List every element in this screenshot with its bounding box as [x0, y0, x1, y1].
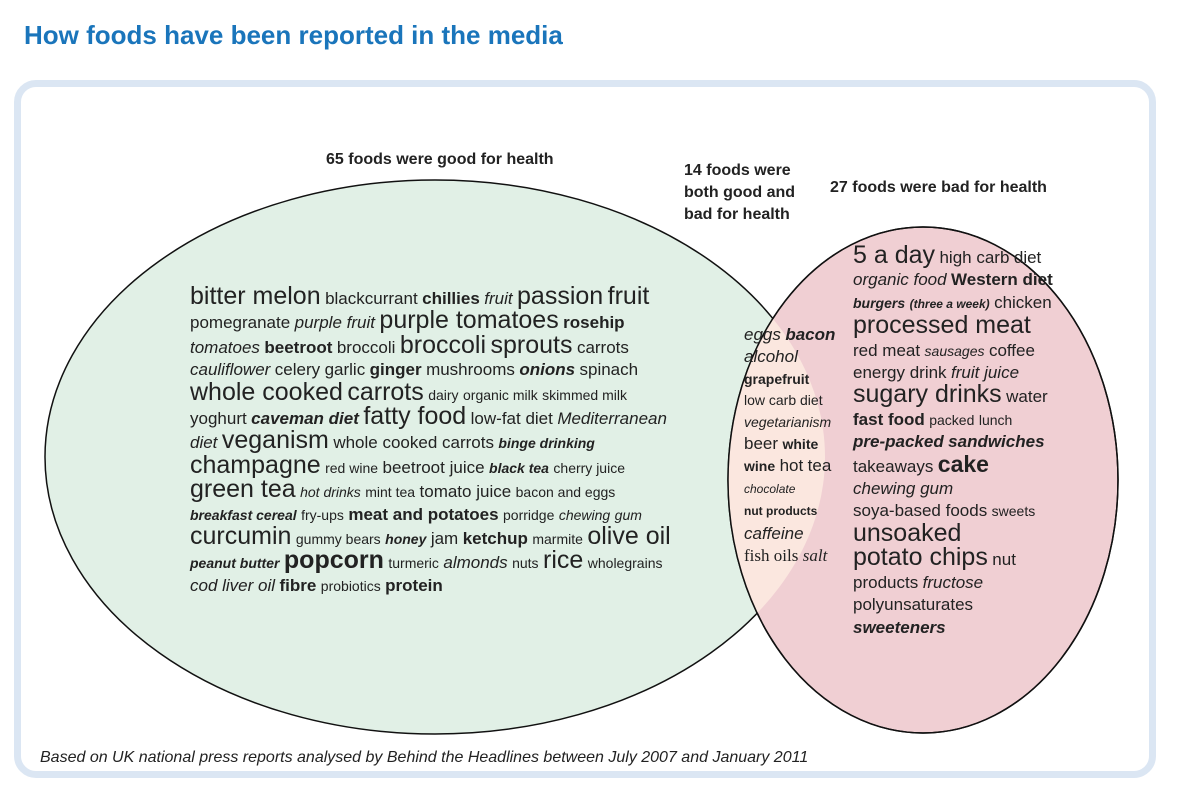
bad-food-word: diet	[1013, 248, 1042, 267]
good-word-cloud	[190, 282, 680, 597]
good-food-word: whole cooked	[190, 377, 343, 406]
good-food-word: dairy	[428, 386, 459, 403]
good-food-word: popcorn	[283, 546, 384, 575]
bad-food-word: sausages	[924, 342, 985, 359]
bad-food-word: burgers	[853, 294, 906, 311]
both-label-line: 14 foods were	[684, 162, 791, 179]
both-food-word: eggs	[744, 325, 781, 344]
bad-food-word: fast food	[853, 409, 925, 429]
good-food-word: yoghurt	[190, 409, 247, 429]
bad-food-word: potato chips	[853, 543, 988, 572]
good-food-word: peanut butter	[190, 555, 280, 572]
bad-food-word: sandwiches	[948, 432, 1045, 452]
bad-food-word: polyunsaturates	[853, 595, 974, 615]
good-food-word: black tea	[489, 459, 549, 476]
good-food-word: organic milk	[463, 386, 538, 403]
bad-food-word: pre-packed	[853, 432, 944, 452]
good-food-word: diet	[190, 433, 218, 453]
good-food-word: almonds	[443, 553, 508, 573]
good-food-word: tomato juice	[419, 482, 512, 502]
good-food-word: carrots	[576, 337, 629, 357]
both-food-word: chocolate	[744, 481, 796, 496]
both-label-line: bad for health	[684, 206, 790, 223]
good-food-word: fatty food	[363, 402, 467, 431]
bad-food-word: (three a week)	[909, 296, 990, 311]
good-food-word: bitter melon	[190, 282, 321, 310]
good-food-word: spinach	[579, 360, 639, 380]
bad-food-word: nut	[992, 550, 1016, 570]
good-food-word: meat and potatoes	[348, 504, 499, 524]
good-food-word: chillies	[422, 289, 480, 308]
good-food-word: onions	[519, 360, 576, 380]
bad-food-word: processed meat	[853, 311, 1031, 340]
good-food-word: purple tomatoes	[379, 306, 559, 335]
good-food-word: nuts	[512, 555, 539, 572]
good-food-word: gummy bears	[295, 531, 381, 548]
both-food-word: low carb diet	[744, 392, 823, 409]
good-food-word: Mediterranean	[557, 409, 667, 429]
good-food-word: jam	[430, 529, 459, 549]
good-food-word: wholegrains	[587, 555, 663, 572]
good-food-word: whole cooked carrots	[333, 433, 494, 453]
good-food-word: marmite	[532, 531, 583, 548]
both-food-word: vegetarianism	[744, 413, 832, 430]
bad-food-word: 5 a day	[853, 241, 936, 269]
good-food-word: beetroot juice	[382, 457, 485, 477]
good-food-word: cherry juice	[553, 459, 625, 476]
good-label: 65 foods were good for health	[326, 151, 554, 168]
good-food-word: mint tea	[365, 484, 416, 501]
good-food-word: blackcurrant	[325, 289, 418, 308]
good-food-word: red wine	[325, 459, 379, 476]
good-food-word: pomegranate	[190, 313, 291, 333]
good-food-word: low-fat diet	[470, 409, 553, 429]
good-food-word: turmeric	[388, 555, 439, 572]
good-food-word: champagne	[190, 450, 321, 479]
good-food-word: fry-ups	[301, 506, 344, 523]
good-food-word: cauliflower	[190, 360, 271, 380]
both-label	[684, 160, 795, 226]
bad-food-word: chicken	[994, 292, 1052, 312]
good-food-word: rosehip	[563, 313, 625, 333]
good-food-word: olive oil	[587, 522, 671, 551]
good-food-word: curcumin	[190, 522, 292, 551]
good-food-word: broccoli	[399, 330, 487, 359]
bad-word-cloud	[853, 241, 1068, 639]
bad-food-word: packed	[929, 411, 975, 428]
bad-food-word: unsoaked	[853, 518, 962, 547]
bad-food-word: high carb	[939, 248, 1010, 267]
bad-food-word: organic food	[853, 270, 947, 290]
good-food-word: cod liver oil	[190, 575, 276, 595]
good-food-word: honey	[385, 531, 427, 548]
bad-food-word: sugary drinks	[853, 380, 1002, 409]
bad-food-word: water	[1006, 387, 1048, 407]
both-food-word: alcohol	[744, 347, 798, 367]
good-food-word: veganism	[221, 426, 329, 455]
good-food-word: garlic	[324, 360, 366, 380]
bad-food-word: soya-based foods	[853, 501, 988, 521]
both-food-word: nut products	[744, 504, 818, 519]
both-food-word: wine	[744, 458, 776, 475]
bad-label: 27 foods were bad for health	[830, 179, 1047, 196]
bad-food-word: chewing gum	[853, 479, 954, 499]
both-label-line: both good and	[684, 184, 796, 201]
bad-food-word: lunch	[978, 411, 1013, 428]
good-food-word: celery	[274, 360, 321, 380]
good-food-word: passion	[517, 282, 604, 310]
both-food-word: white	[782, 436, 819, 453]
good-food-word: broccoli	[336, 337, 396, 357]
both-food-word: grapefruit	[744, 370, 810, 387]
good-food-word: breakfast cereal	[190, 506, 297, 523]
bad-food-word: fruit juice	[951, 363, 1020, 383]
both-food-word: beer	[744, 434, 779, 454]
good-food-word: carrots	[347, 377, 424, 406]
good-food-word: purple fruit	[294, 313, 375, 333]
page-title: How foods have been reported in the media	[24, 20, 563, 50]
bad-food-word: takeaways	[853, 456, 934, 476]
good-food-word: hot drinks	[300, 484, 361, 501]
good-food-word: protein	[385, 575, 443, 595]
both-food-word: bacon	[785, 325, 836, 344]
good-food-word: fibre	[279, 575, 317, 595]
good-food-word: ginger	[369, 360, 422, 380]
good-food-word: skimmed milk	[542, 386, 627, 403]
bad-food-word: red meat	[853, 340, 921, 360]
bad-food-word: fructose	[922, 572, 984, 592]
good-food-word: probiotics	[320, 577, 381, 594]
bad-food-word: sweeteners	[853, 617, 946, 637]
good-food-word: bacon and eggs	[515, 484, 616, 501]
good-food-word: rice	[543, 546, 584, 575]
both-food-word: fish oils	[744, 546, 799, 566]
both-food-word: caffeine	[744, 523, 804, 543]
good-food-word: beetroot	[264, 337, 333, 357]
good-food-word: tomatoes	[190, 337, 260, 357]
footnote: Based on UK national press reports analysed by Behind the Headlines between July 2007 and January 2011	[40, 749, 809, 766]
good-food-word: mushrooms	[426, 360, 515, 380]
good-food-word: green tea	[190, 475, 296, 504]
good-food-word: ketchup	[462, 529, 528, 549]
bad-food-word: sweets	[991, 503, 1036, 520]
both-food-word: hot	[779, 456, 804, 476]
good-food-word: gum	[614, 506, 642, 523]
good-food-word: caveman diet	[251, 409, 359, 429]
good-food-word: chewing	[558, 506, 611, 523]
good-food-word: fruit	[484, 289, 513, 308]
both-food-word: tea	[807, 456, 832, 476]
bad-food-word: products	[853, 572, 919, 592]
bad-food-word: cake	[937, 450, 989, 477]
bad-food-word: coffee	[988, 340, 1035, 360]
bad-food-word: energy drink	[853, 363, 947, 383]
both-food-word: salt	[802, 546, 828, 566]
both-word-cloud	[744, 324, 848, 567]
good-food-word: binge drinking	[498, 435, 595, 452]
good-food-word: fruit	[607, 282, 650, 310]
bad-food-word: Western diet	[951, 270, 1053, 290]
good-food-word: porridge	[503, 506, 555, 523]
good-food-word: sprouts	[490, 330, 573, 359]
